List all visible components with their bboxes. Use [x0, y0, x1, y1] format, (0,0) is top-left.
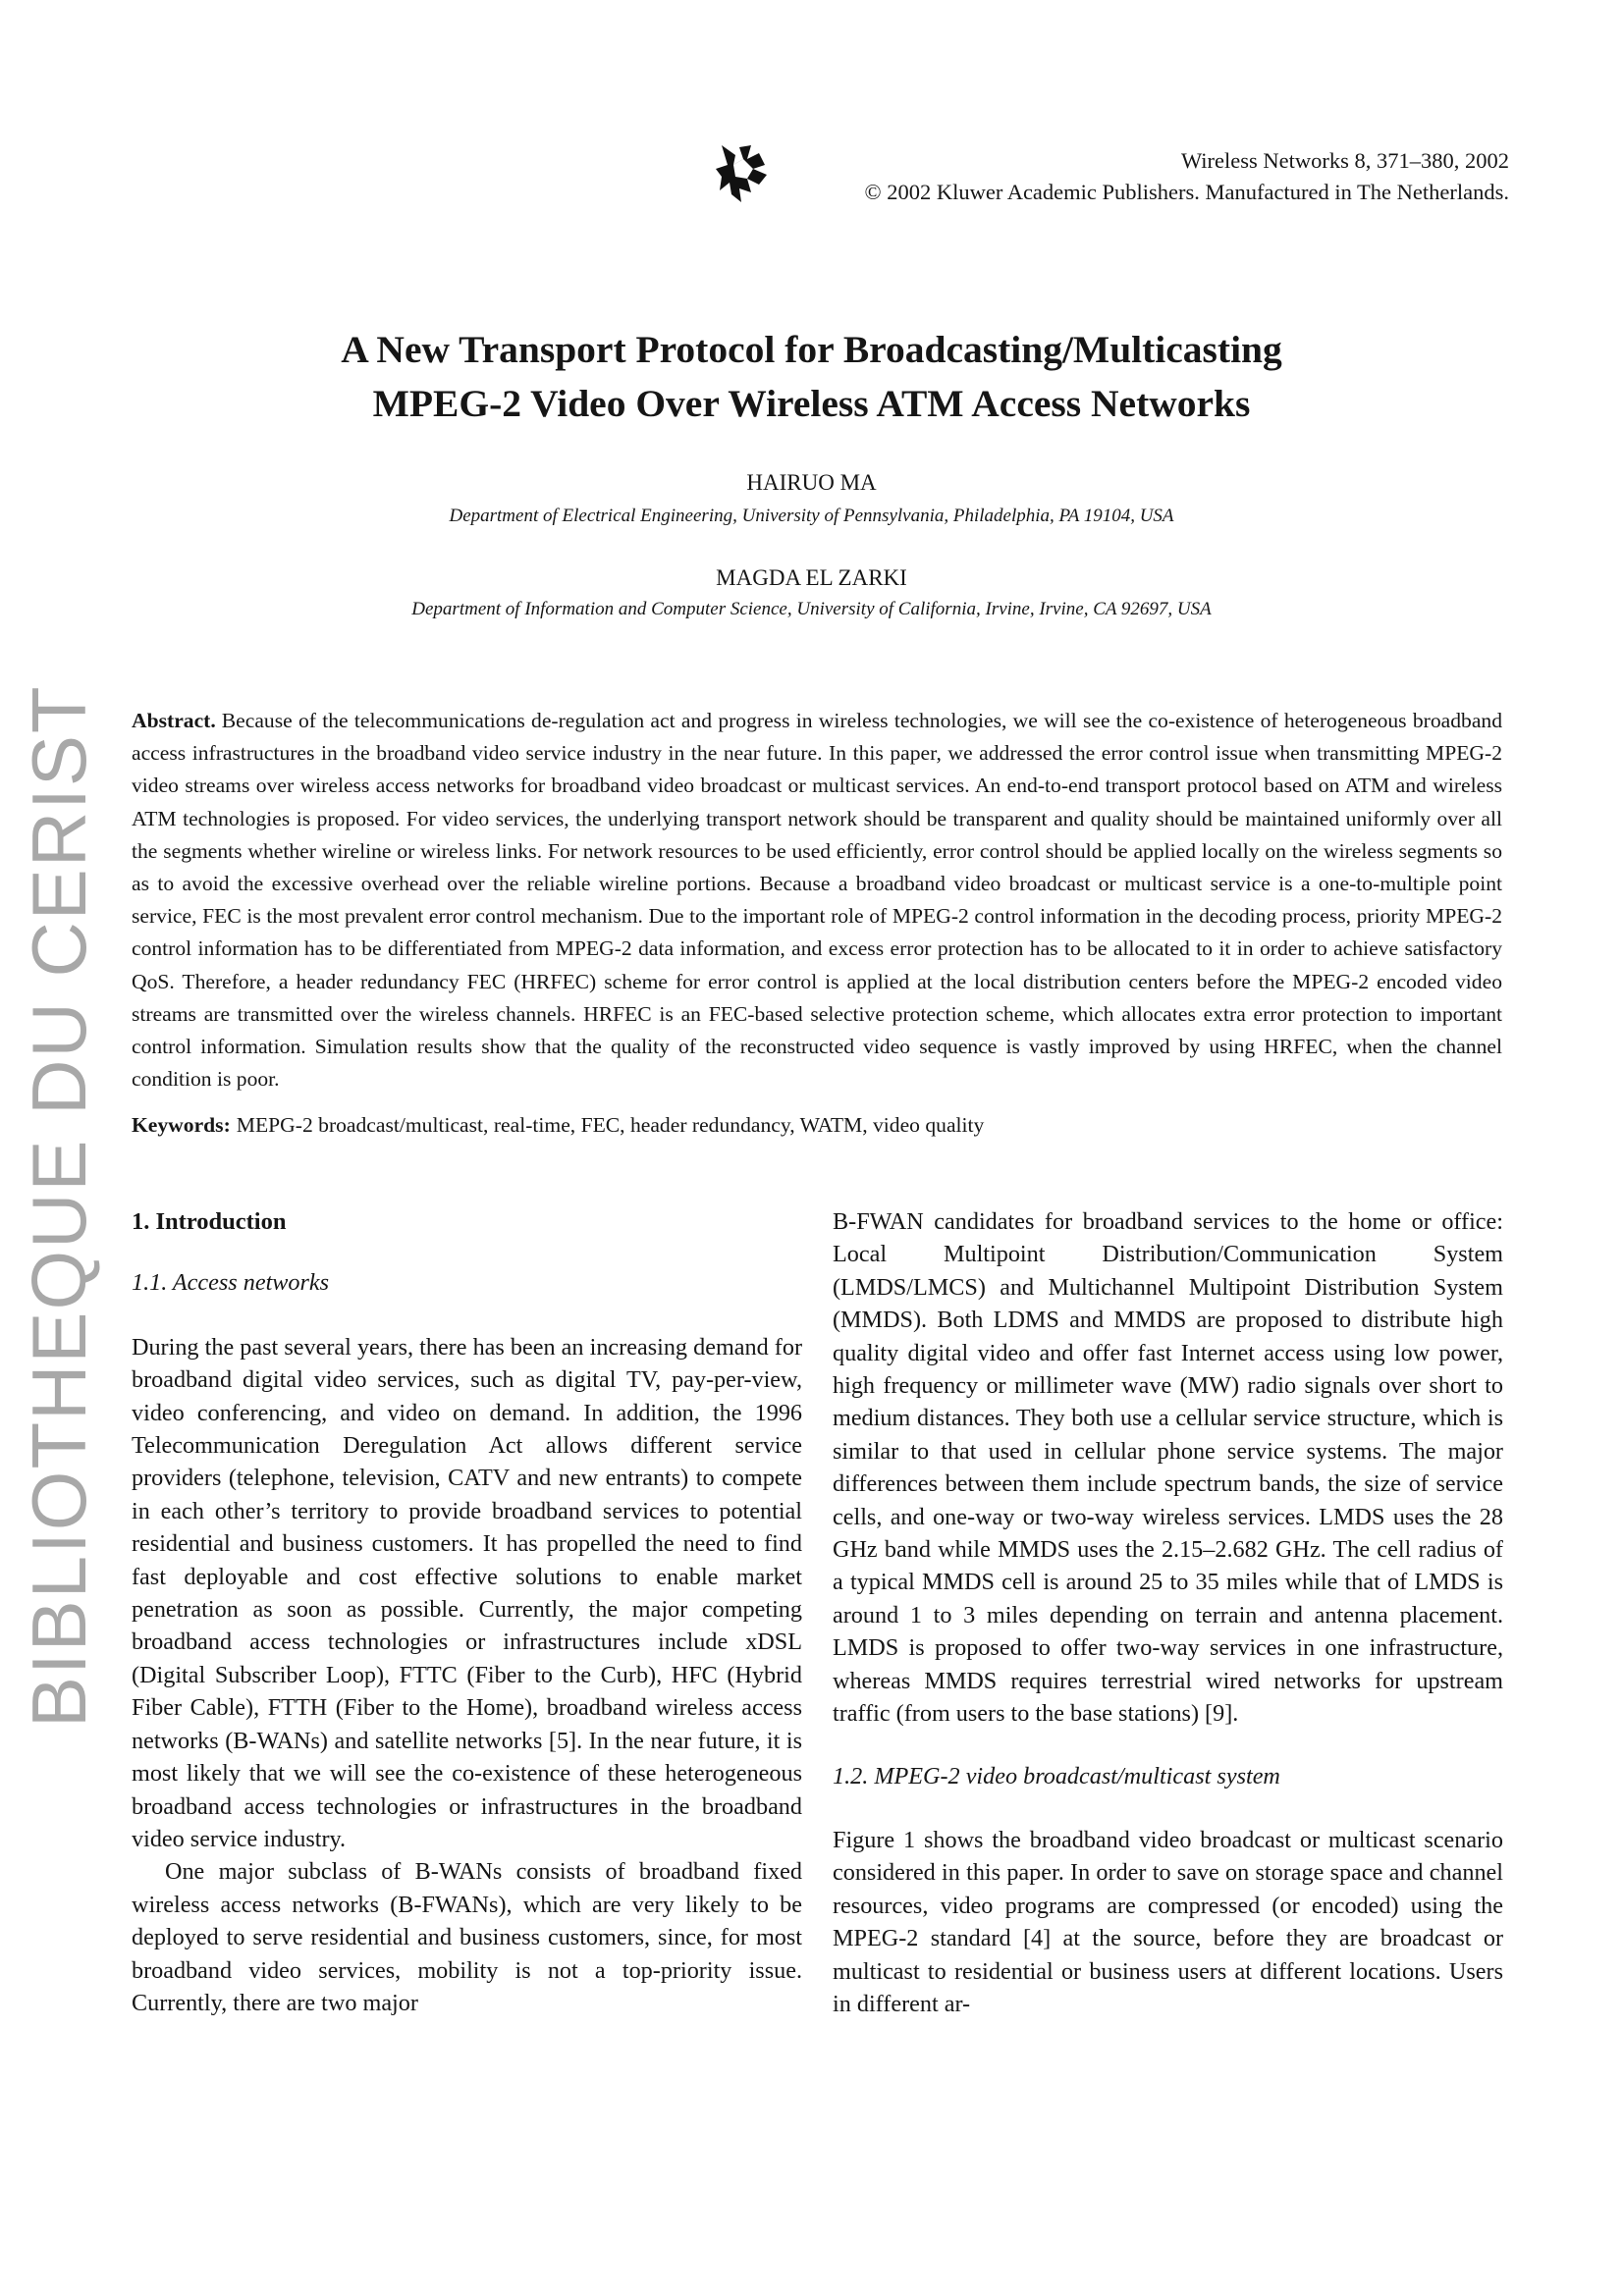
journal-citation: Wireless Networks 8, 371–380, 2002 — [1180, 148, 1509, 173]
left-column — [132, 1205, 802, 2019]
abstract-text: Because of the telecommunications de-regulation act and progress in wireless technologies, we will see the co-existence of heterogeneous broadband access infrastructures in the broadband video service industry in the near future. In this paper, we addressed the error control issue when transmitting MPEG-2 video streams over wireless access networks for broadband video broadcast or multicast services. An end-to-end transport protocol based on ATM and wireless ATM technologies is proposed. For video services, the underlying transport network should be transparent and quality should be maintained uniformly over all the segments whether wireline or wireless links. For network resources to be used efficiently, error control should be applied locally on the wireless segments so as to avoid the excessive overhead over the reliable wireline portions. Because a broadband video broadcast or multicast service is a one-to-multiple point service, FEC is the most prevalent error control mechanism. Due to the important role of MPEG-2 control information in the decoding process, priority MPEG-2 control information has to be differentiated from MPEG-2 data information, and excess error protection has to be allocated to it in order to achieve satisfactory QoS. Therefore, a header redundancy FEC (HRFEC) scheme for error control is applied at the local distribution centers before the MPEG-2 encoded video streams are transmitted over the wireless channels. HRFEC is an FEC-based selective protection scheme, which allocates extra error protection to important control information. Simulation results show that the quality of the reconstructed video sequence is vastly improved by using HRFEC, when the channel condition is poor. — [132, 709, 1502, 1092]
paragraph: During the past several years, there has been an increasing demand for broadband digital video services, such as digital TV, pay-per-view, video conferencing, and video on demand. In addition, the 1996 Telecommunication Deregulation Act allows different service providers (telephone, television, CATV and new entrants) to compete in each other’s territory to provide broadband services to potential residential and business customers. It has propelled the need to find fast deployable and cost effective solutions to enable market penetration as soon as possible. Currently, the major competing broadband access technologies or infrastructures include xDSL (Digital Subscriber Loop), FTTC (Fiber to the Curb), HFC (Hybrid Fiber Cable), FTTH (Fiber to the Home), broadband wireless access networks (B-WANs) and satellite networks [5]. In the near future, it is most likely that we will see the co-existence of these heterogeneous broadband access technologies or infrastructures in the broadband video service industry. — [132, 1333, 802, 1852]
abstract-label: Abstract. — [132, 709, 216, 732]
paragraph: Figure 1 shows the broadband video broadcast or multicast scenario considered in this paper. In order to save on storage space and channel resources, video programs are compressed (or encoded) using the MPEG-2 standard [4] at the source, before they are broadcast or multicast to residential or business users at different locations. Users in different ar- — [833, 1826, 1503, 2017]
right-column — [833, 1205, 1503, 2020]
subsection-heading: 1.2. MPEG-2 video broadcast/multicast system — [833, 1762, 1280, 1789]
author-affiliation: Department of Information and Computer Science, University of California, Irvine, Irvine, CA 92697, USA — [411, 599, 1212, 619]
title-line-2: MPEG-2 Video Over Wireless ATM Access Networks — [372, 382, 1251, 425]
keywords-text: MEPG-2 broadcast/multicast, real-time, FEC, header redundancy, WATM, video quality — [236, 1113, 985, 1137]
author-name: MAGDA EL ZARKI — [716, 565, 907, 590]
journal-copyright: © 2002 Kluwer Academic Publishers. Manufactured in The Netherlands. — [864, 180, 1509, 204]
title-line-1: A New Transport Protocol for Broadcasting/Multicasting — [341, 328, 1282, 371]
paragraph: B-FWAN candidates for broadband services to the home or office: Local Multipoint Distribution/Communication System (LMDS/LMCS) and Multichannel Multipoint Distribution System (MMDS). Both LDMS and MMDS are proposed to distribute high quality digital video and offer fast Internet access using low power, high frequency or millimeter wave (MW) radio signals over short to medium distances. They both use a cellular service structure, which is similar to that used in cellular phone service systems. The major differences between them include spectrum bands, the size of service cells, and one-way or two-way wireless services. LMDS uses the 28 GHz band while MMDS uses the 2.15–2.682 GHz. The cell radius of a typical MMDS cell is around 25 to 35 miles while that of LMDS is around 1 to 3 miles depending on terrain and antenna placement. LMDS is proposed to offer two-way services in one infrastructure, whereas MMDS requires terrestrial wired networks for upstream traffic (from users to the base stations) [9]. — [833, 1208, 1503, 1728]
paragraph: One major subclass of B-WANs consists of broadband fixed wireless access networks (B-FWANs), which are very likely to be deployed to serve residential and business customers, since, for most broadband video services, mobility is not a top-priority issue. Currently, there are two major — [132, 1858, 802, 2016]
author-affiliation: Department of Electrical Engineering, University of Pennsylvania, Philadelphia, PA 19104, USA — [449, 506, 1174, 526]
keywords-label: Keywords: — [132, 1113, 231, 1137]
library-watermark: BIBLIOTHEQUE DU CERIST — [16, 684, 102, 1728]
author-name: HAIRUO MA — [746, 470, 877, 495]
abstract — [132, 705, 1502, 1095]
paper-title — [0, 323, 1623, 431]
publisher-logo-icon — [714, 143, 773, 204]
subsection-heading: 1.1. Access networks — [132, 1269, 330, 1297]
section-heading: 1. Introduction — [132, 1208, 287, 1235]
journal-header — [864, 145, 1509, 208]
keywords — [132, 1109, 1502, 1142]
